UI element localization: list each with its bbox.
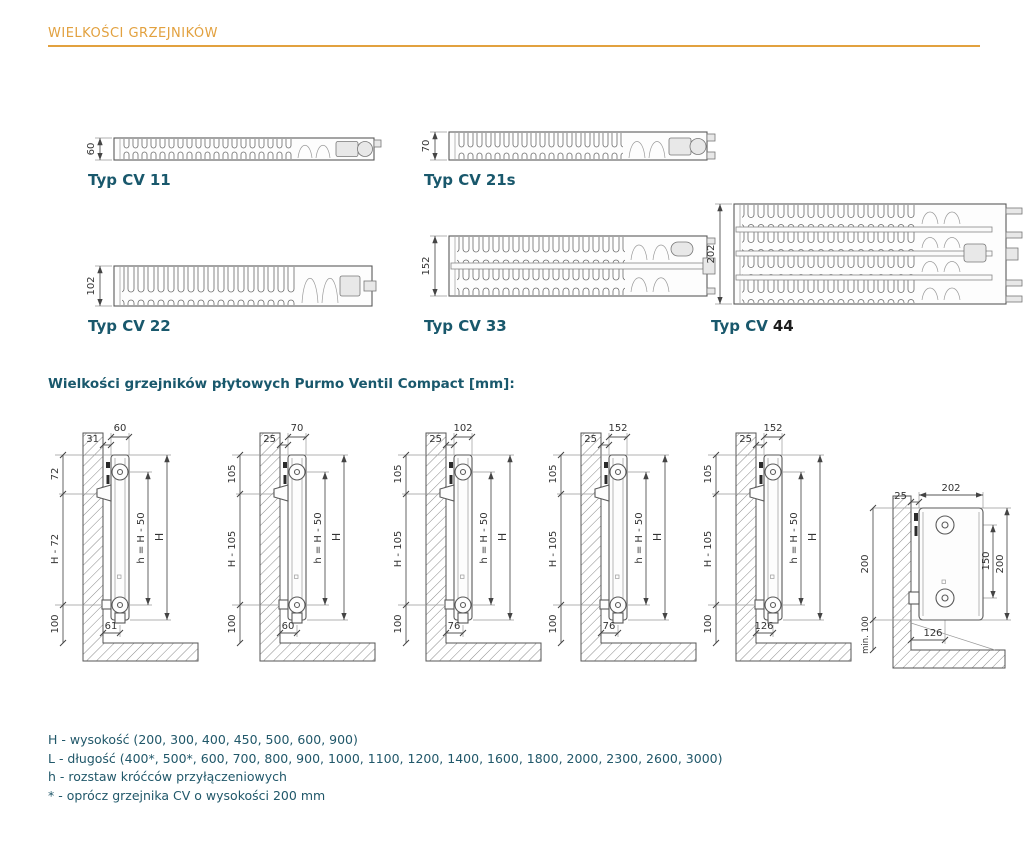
height-label: H [153,532,166,542]
cv44-topview-diagram [706,196,1026,316]
wall-gap-label: 25 [739,434,752,445]
cv11-depth-label: 60 [86,142,97,156]
top-offset-label: 72 [50,467,61,481]
cv33-depth-label: 152 [421,256,432,276]
section-subtitle: Wielkości grzejników płytowych Purmo Ventil Compact [mm]: [48,376,515,392]
bottom-offset-label: 60 [281,621,295,632]
bottom-offset-label: 61 [104,621,118,632]
bottom-offset-label: 126 [754,621,774,632]
floor-clearance-label: 100 [548,614,559,634]
cv22-topview-diagram [86,258,384,322]
depth-label: 152 [763,423,783,434]
page-title: WIELKOŚCI GRZEJNIKÓW [48,26,219,41]
title-rule [48,45,980,47]
left-upper-label: 200 [860,554,871,574]
depth-label: 152 [608,423,628,434]
pipe-spacing-label: h = H - 50 [634,512,645,564]
floor-clearance-label: 100 [703,614,714,634]
cv33-type-label: Typ CV 33 [424,317,507,335]
bottom-offset-label: 126 [923,628,943,639]
side-diagram-cv21s [222,415,397,680]
depth-label: 70 [290,423,304,434]
legend-line-length: L - długość (400*, 500*, 600, 700, 800, 900, 1000, 1100, 1200, 1400, 1600, 1800, 2000, 2300, 2600, 3000) [48,750,723,766]
cv44-radiator-body [734,204,1022,304]
wall-gap-label: 25 [263,434,276,445]
legend-line-pipe-spacing: h - rozstaw króćców przyłączeniowych [48,769,287,784]
cv44-depth-label: 202 [706,244,717,264]
legend [48,731,723,805]
legend-line-footnote: * - oprócz grzejnika CV o wysokości 200 mm [48,787,326,803]
cv11-type-label: Typ CV 11 [88,171,171,189]
cv21s-radiator-body [449,132,715,160]
cv44-type-label: Typ CV 44 [711,317,794,335]
bottom-offset-label: 76 [447,621,461,632]
depth-label: 102 [453,423,473,434]
pipe-spacing-label: h = H - 50 [313,512,324,564]
cv33-radiator-body [449,236,715,296]
cv22-type-label: Typ CV 22 [88,317,171,335]
cv21s-type-label: Typ CV 21s [424,171,516,189]
mid-span-label: H - 105 [393,530,404,568]
side-diagram-cv11 [45,415,220,680]
cv21s-depth-label: 70 [421,139,432,153]
side-diagram-cv33 [543,415,718,680]
top-offset-label: 105 [227,464,238,484]
bottom-offset-label: 76 [602,621,616,632]
height-label: H [496,532,509,542]
wall-gap-label: 25 [584,434,597,445]
cv11-radiator-body [114,138,381,160]
depth-label: 202 [941,483,961,494]
wall-gap-label: 25 [894,491,907,502]
cv33-topview-diagram [421,228,721,314]
mid-span-label: H - 72 [50,533,61,565]
outer-height-label: 200 [995,554,1006,574]
top-offset-label: 105 [393,464,404,484]
pipe-spacing-label: h = H - 50 [136,512,147,564]
pipe-spacing-label: h = H - 50 [789,512,800,564]
cv22-depth-label: 102 [86,276,97,296]
left-lower-label: min. 100 [861,616,871,654]
floor-clearance-label: 100 [50,614,61,634]
floor-clearance-label: 100 [227,614,238,634]
floor-clearance-label: 100 [393,614,404,634]
side-diagram-cv22 [388,415,563,680]
mid-span-label: H - 105 [227,530,238,568]
corner-diagram-cv44-200 [845,468,1025,693]
height-label: H [651,532,664,542]
wall-gap-label: 31 [86,434,99,445]
top-offset-label: 105 [548,464,559,484]
height-label: H [330,532,343,542]
depth-label: 60 [113,423,127,434]
pipe-spacing-label: h = H - 50 [479,512,490,564]
height-label: H [806,532,819,542]
top-offset-label: 105 [703,464,714,484]
mid-span-label: H - 105 [703,530,714,568]
cv11-topview-diagram [86,130,384,176]
inner-height-label: 150 [981,551,992,571]
legend-line-height: H - wysokość (200, 300, 400, 450, 500, 600, 900) [48,732,358,747]
wall-gap-label: 25 [429,434,442,445]
cv22-radiator-body [114,266,376,306]
mid-span-label: H - 105 [548,530,559,568]
